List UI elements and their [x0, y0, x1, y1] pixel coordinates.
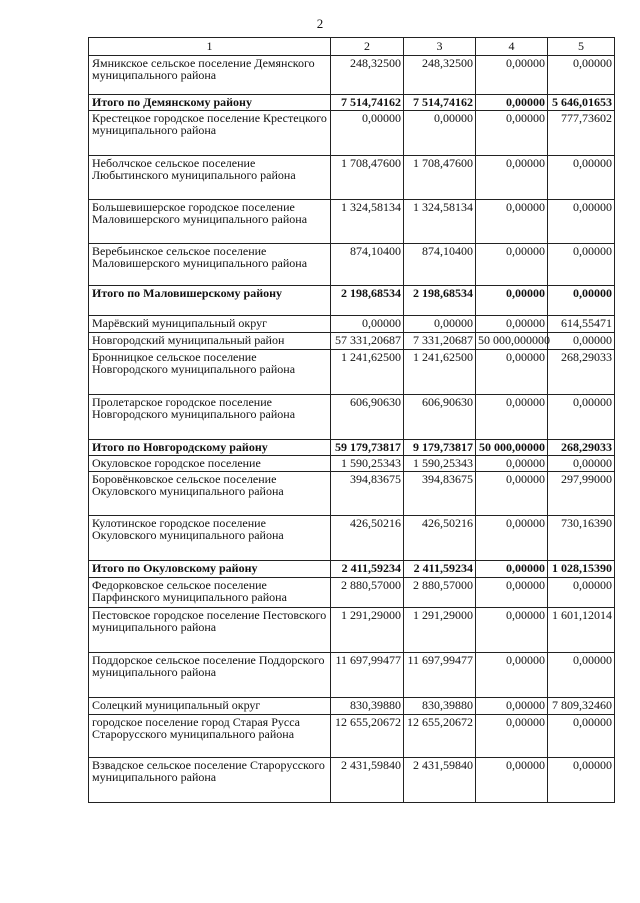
row-name-cell: Итого по Демянскому району [89, 95, 331, 111]
value-cell-col2: 59 179,73817 [331, 440, 404, 456]
value-cell-col4: 0,00000 [476, 395, 548, 440]
table-row [89, 578, 615, 608]
value-cell-col2: 2 411,59234 [331, 561, 404, 578]
table-row [89, 456, 615, 472]
value-cell-col3: 1 241,62500 [404, 350, 476, 395]
value-cell-col4: 50 000,000000 [476, 333, 548, 350]
value-cell-col5: 268,29033 [548, 350, 615, 395]
table-total-row [89, 286, 615, 316]
table-row [89, 698, 615, 715]
value-cell-col2: 248,32500 [331, 56, 404, 95]
row-name-cell: Неболчское сельское поселение Любытинского муниципального района [89, 156, 331, 200]
value-cell-col3: 830,39880 [404, 698, 476, 715]
table-row [89, 395, 615, 440]
value-cell-col2: 1 590,25343 [331, 456, 404, 472]
table-row [89, 715, 615, 758]
table-total-row [89, 95, 615, 111]
table-row [89, 200, 615, 244]
table-row [89, 516, 615, 561]
value-cell-col3: 1 708,47600 [404, 156, 476, 200]
value-cell-col5: 777,73602 [548, 111, 615, 156]
value-cell-col3: 1 590,25343 [404, 456, 476, 472]
value-cell-col2: 830,39880 [331, 698, 404, 715]
row-name-cell: Бронницкое сельское поселение Новгородского муниципального района [89, 350, 331, 395]
value-cell-col3: 7 514,74162 [404, 95, 476, 111]
value-cell-col3: 7 331,20687 [404, 333, 476, 350]
value-cell-col4: 0,00000 [476, 608, 548, 653]
value-cell-col3: 2 880,57000 [404, 578, 476, 608]
value-cell-col2: 57 331,20687 [331, 333, 404, 350]
value-cell-col5: 1 028,15390 [548, 561, 615, 578]
table-total-row [89, 561, 615, 578]
value-cell-col4: 0,00000 [476, 715, 548, 758]
row-name-cell: Пролетарское городское поселение Новгородского муниципального района [89, 395, 331, 440]
row-name-cell: Марёвский муниципальный округ [89, 316, 331, 333]
table-row [89, 333, 615, 350]
value-cell-col3: 426,50216 [404, 516, 476, 561]
value-cell-col3: 606,90630 [404, 395, 476, 440]
value-cell-col3: 0,00000 [404, 111, 476, 156]
header-cell: 1 [89, 38, 331, 56]
value-cell-col2: 2 198,68534 [331, 286, 404, 316]
table-total-row [89, 440, 615, 456]
value-cell-col5: 7 809,32460 [548, 698, 615, 715]
value-cell-col3: 2 431,59840 [404, 758, 476, 803]
value-cell-col2: 1 324,58134 [331, 200, 404, 244]
value-cell-col4: 50 000,00000 [476, 440, 548, 456]
row-name-cell: Итого по Новгородскому району [89, 440, 331, 456]
value-cell-col4: 0,00000 [476, 316, 548, 333]
value-cell-col2: 394,83675 [331, 472, 404, 516]
value-cell-col4: 0,00000 [476, 516, 548, 561]
table-row [89, 316, 615, 333]
value-cell-col4: 0,00000 [476, 244, 548, 286]
value-cell-col2: 426,50216 [331, 516, 404, 561]
value-cell-col5: 0,00000 [548, 56, 615, 95]
value-cell-col2: 0,00000 [331, 111, 404, 156]
value-cell-col5: 0,00000 [548, 653, 615, 698]
value-cell-col3: 1 324,58134 [404, 200, 476, 244]
value-cell-col5: 0,00000 [548, 578, 615, 608]
value-cell-col4: 0,00000 [476, 350, 548, 395]
value-cell-col5: 0,00000 [548, 395, 615, 440]
value-cell-col3: 874,10400 [404, 244, 476, 286]
table-row [89, 156, 615, 200]
row-name-cell: Пестовское городское поселение Пестовского муниципального района [89, 608, 331, 653]
table-row [89, 111, 615, 156]
value-cell-col4: 0,00000 [476, 156, 548, 200]
row-name-cell: Окуловское городское поселение [89, 456, 331, 472]
value-cell-col5: 614,55471 [548, 316, 615, 333]
value-cell-col4: 0,00000 [476, 286, 548, 316]
value-cell-col2: 606,90630 [331, 395, 404, 440]
header-cell: 3 [404, 38, 476, 56]
row-name-cell: городское поселение город Старая Русса Старорусского муниципального района [89, 715, 331, 758]
value-cell-col4: 0,00000 [476, 111, 548, 156]
header-cell: 5 [548, 38, 615, 56]
table-header-row [89, 38, 615, 56]
row-name-cell: Солецкий муниципальный округ [89, 698, 331, 715]
row-name-cell: Итого по Маловишерскому району [89, 286, 331, 316]
value-cell-col5: 0,00000 [548, 286, 615, 316]
value-cell-col3: 2 411,59234 [404, 561, 476, 578]
value-cell-col2: 11 697,99477 [331, 653, 404, 698]
value-cell-col5: 0,00000 [548, 244, 615, 286]
row-name-cell: Взвадское сельское поселение Старорусского муниципального района [89, 758, 331, 803]
value-cell-col2: 7 514,74162 [331, 95, 404, 111]
header-cell: 2 [331, 38, 404, 56]
value-cell-col5: 5 646,01653 [548, 95, 615, 111]
budget-table [88, 37, 615, 803]
value-cell-col4: 0,00000 [476, 56, 548, 95]
page-number: 2 [316, 16, 324, 31]
value-cell-col4: 0,00000 [476, 472, 548, 516]
value-cell-col3: 12 655,20672 [404, 715, 476, 758]
value-cell-col5: 0,00000 [548, 758, 615, 803]
value-cell-col3: 11 697,99477 [404, 653, 476, 698]
value-cell-col5: 0,00000 [548, 456, 615, 472]
row-name-cell: Итого по Окуловскому району [89, 561, 331, 578]
value-cell-col5: 0,00000 [548, 715, 615, 758]
row-name-cell: Кулотинское городское поселение Окуловского муниципального района [89, 516, 331, 561]
value-cell-col3: 9 179,73817 [404, 440, 476, 456]
table-row [89, 758, 615, 803]
value-cell-col4: 0,00000 [476, 578, 548, 608]
value-cell-col2: 2 431,59840 [331, 758, 404, 803]
value-cell-col4: 0,00000 [476, 200, 548, 244]
row-name-cell: Крестецкое городское поселение Крестецкого муниципального района [89, 111, 331, 156]
value-cell-col2: 0,00000 [331, 316, 404, 333]
value-cell-col5: 0,00000 [548, 333, 615, 350]
value-cell-col4: 0,00000 [476, 698, 548, 715]
value-cell-col5: 1 601,12014 [548, 608, 615, 653]
value-cell-col2: 12 655,20672 [331, 715, 404, 758]
value-cell-col3: 2 198,68534 [404, 286, 476, 316]
table-row [89, 56, 615, 95]
table-row [89, 608, 615, 653]
row-name-cell: Новгородский муниципальный район [89, 333, 331, 350]
value-cell-col2: 1 708,47600 [331, 156, 404, 200]
value-cell-col5: 297,99000 [548, 472, 615, 516]
value-cell-col4: 0,00000 [476, 95, 548, 111]
value-cell-col2: 1 291,29000 [331, 608, 404, 653]
value-cell-col4: 0,00000 [476, 653, 548, 698]
header-cell: 4 [476, 38, 548, 56]
row-name-cell: Поддорское сельское поселение Поддорского муниципального района [89, 653, 331, 698]
value-cell-col3: 0,00000 [404, 316, 476, 333]
value-cell-col3: 1 291,29000 [404, 608, 476, 653]
value-cell-col4: 0,00000 [476, 561, 548, 578]
table-row [89, 350, 615, 395]
value-cell-col5: 0,00000 [548, 200, 615, 244]
value-cell-col5: 730,16390 [548, 516, 615, 561]
table-row [89, 653, 615, 698]
row-name-cell: Веребьинское сельское поселение Маловишерского муниципального района [89, 244, 331, 286]
value-cell-col3: 394,83675 [404, 472, 476, 516]
row-name-cell: Ямникское сельское поселение Демянского муниципального района [89, 56, 331, 95]
value-cell-col5: 268,29033 [548, 440, 615, 456]
value-cell-col2: 1 241,62500 [331, 350, 404, 395]
row-name-cell: Боровёнковское сельское поселение Окуловского муниципального района [89, 472, 331, 516]
row-name-cell: Большевишерское городское поселение Маловишерского муниципального района [89, 200, 331, 244]
value-cell-col5: 0,00000 [548, 156, 615, 200]
value-cell-col3: 248,32500 [404, 56, 476, 95]
value-cell-col4: 0,00000 [476, 456, 548, 472]
value-cell-col4: 0,00000 [476, 758, 548, 803]
value-cell-col2: 2 880,57000 [331, 578, 404, 608]
table-row [89, 244, 615, 286]
table-row [89, 472, 615, 516]
value-cell-col2: 874,10400 [331, 244, 404, 286]
row-name-cell: Федорковское сельское поселение Парфинского муниципального района [89, 578, 331, 608]
